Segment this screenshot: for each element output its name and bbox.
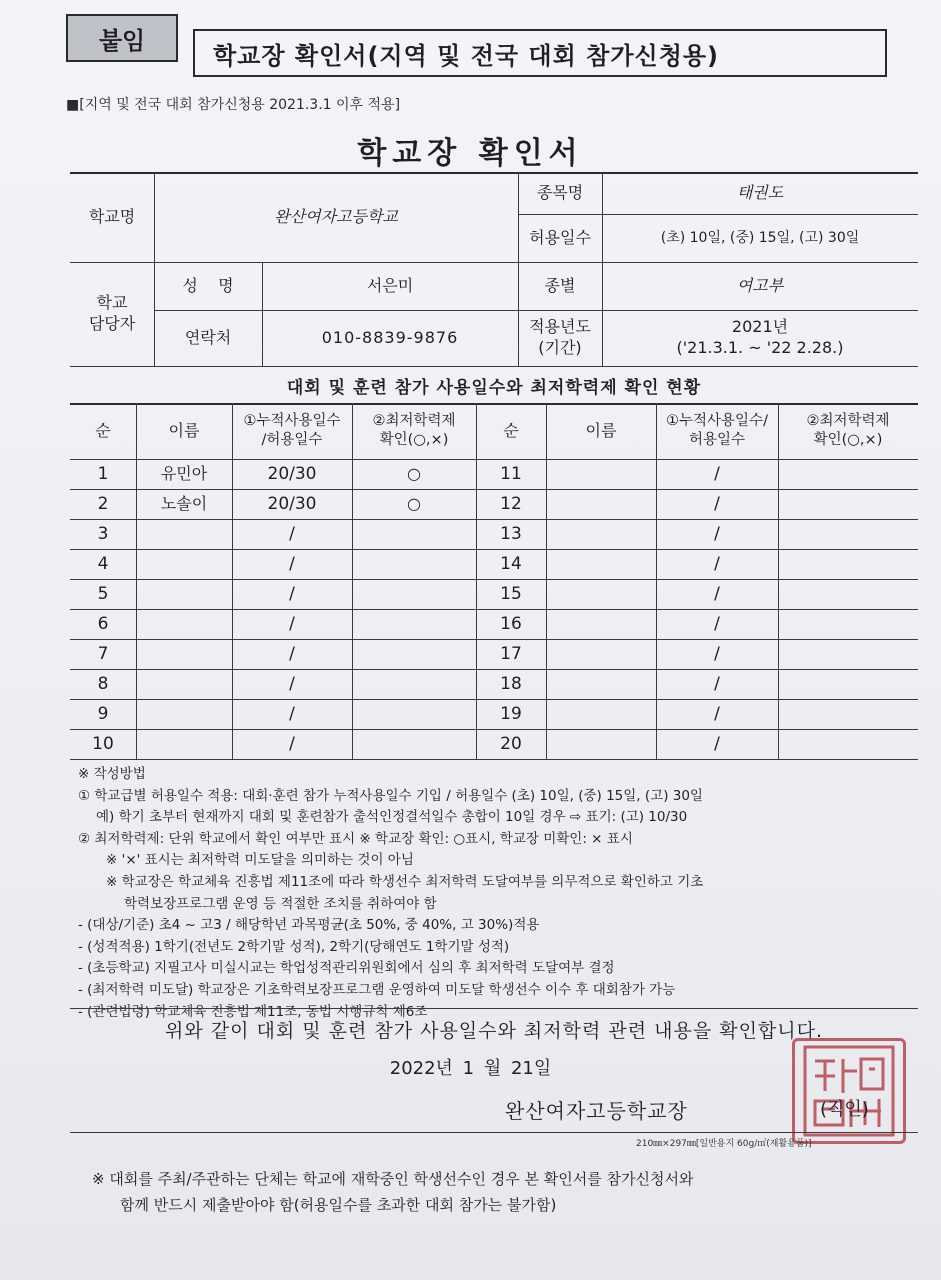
table-cell-r-name	[546, 699, 656, 729]
table-cell-r-days: /	[714, 493, 720, 514]
table-cell-r-ok	[778, 579, 918, 609]
table-cell-l-name	[136, 519, 232, 549]
table-cell-l-name	[136, 549, 232, 579]
table-cell-r-name	[546, 459, 656, 489]
table-cell-r-no: 11	[500, 463, 522, 484]
table-cell-l-no: 7	[97, 643, 109, 664]
table-cell-l-no: 3	[97, 523, 109, 544]
table-cell-l-no: 8	[97, 673, 109, 694]
table-cell-l-no: 1	[97, 463, 109, 484]
instruction-line: - (초등학교) 지필고사 미실시교는 학업성적관리위원회에서 심의 후 최저학력 도달여부 결정	[78, 960, 615, 977]
instruction-line: 예) 학기 초부터 현재까지 대회 및 훈련참가 출석인정결석일수 총합이 10일 경우 ⇨ 표기: (고) 10/30	[96, 809, 688, 826]
instruction-line: ※ '×' 표시는 최저학력 미도달을 의미하는 것이 아님	[106, 852, 414, 869]
table-cell-l-no: 9	[97, 703, 109, 724]
table-cell-l-name: 유민아	[160, 463, 208, 483]
category-value: 여고부	[736, 275, 784, 295]
table-cell-r-ok	[778, 489, 918, 519]
table-cell-l-name	[136, 639, 232, 669]
table-cell-l-ok	[352, 699, 476, 729]
table-cell-r-no: 17	[500, 643, 522, 664]
col-header-name: 이름	[168, 420, 200, 440]
table-cell-l-no: 5	[97, 583, 109, 604]
table-cell-l-ok: ○	[407, 493, 421, 513]
table-cell-r-days: /	[714, 733, 720, 754]
col-header-academic: ②최저학력제 확인(○,×)	[372, 413, 456, 448]
instruction-line: ① 학교급별 허용일수 적용: 대회·훈련 참가 누적사용일수 기입 / 허용일수 (초) 10일, (중) 15일, (고) 30일	[78, 787, 703, 804]
seal-pattern-icon	[795, 1041, 903, 1141]
table-cell-r-days: /	[714, 673, 720, 694]
footer-note	[92, 1166, 892, 1218]
table-cell-l-ok	[352, 549, 476, 579]
table-cell-l-name	[136, 699, 232, 729]
table-cell-r-ok	[778, 519, 918, 549]
col-header-no-right: 순	[503, 420, 519, 440]
instructions-bottom-line	[70, 1008, 918, 1009]
year-value: 2021년	[731, 317, 789, 337]
col-header-days: ①누적사용일수 /허용일수	[243, 413, 341, 448]
table-cell-l-ok	[352, 579, 476, 609]
name-value: 서은미	[366, 275, 414, 295]
table-cell-r-no: 12	[500, 493, 522, 514]
table-cell-r-no: 20	[500, 733, 522, 754]
table-cell-l-ok	[352, 669, 476, 699]
table-cell-r-ok	[778, 669, 918, 699]
table-cell-l-name	[136, 609, 232, 639]
table-cell-l-days: 20/30	[267, 493, 317, 514]
document-heading: 학교장 확인서(지역 및 전국 대회 참가신청용)	[193, 29, 887, 77]
table-cell-r-ok	[778, 699, 918, 729]
instruction-line: - (최저학력 미도달) 학교장은 기초학력보장프로그램 운영하여 미도달 학생선수 이수 후 대회참가 가능	[78, 981, 676, 998]
table-cell-l-days: /	[289, 643, 295, 664]
name-label: 성 명	[182, 275, 234, 295]
instructions-heading: ※ 작성방법	[78, 766, 146, 782]
footer-line: ※ 대회를 주최/주관하는 단체는 학교에 재학중인 학생선수인 경우 본 확인서를 참가신청서와	[92, 1170, 694, 1188]
table-cell-r-no: 16	[500, 613, 522, 634]
table-cell-r-ok	[778, 639, 918, 669]
official-seal-icon	[792, 1038, 906, 1144]
table-cell-l-days: /	[289, 583, 295, 604]
table-cell-r-days: /	[714, 613, 720, 634]
table-cell-l-no: 4	[97, 553, 109, 574]
allowed-label: 허용일수	[529, 227, 591, 247]
col-header-days-right: ①누적사용일수/ 허용일수	[666, 413, 768, 448]
table-cell-r-ok	[778, 609, 918, 639]
contact-label: 학교 담당자	[88, 293, 136, 333]
principal-name: 완산여자고등학교장	[505, 1099, 688, 1123]
table-cell-l-no: 10	[92, 733, 114, 754]
table-cell-l-no: 2	[97, 493, 109, 514]
instruction-line: ② 최저학력제: 단위 학교에서 확인 여부만 표시 ※ 학교장 확인: ○표시, 학교장 미확인: × 표시	[78, 830, 633, 847]
table-cell-r-days: /	[714, 643, 720, 664]
instruction-line: - (성적적용) 1학기(전년도 2학기말 성적), 2학기(당해연도 1학기말 성적)	[78, 938, 510, 955]
table-cell-r-ok	[778, 729, 918, 759]
instruction-line: 학력보장프로그램 운영 등 적절한 조치를 취하여야 함	[124, 895, 437, 912]
table-cell-r-days: /	[714, 703, 720, 724]
table-cell-r-name	[546, 609, 656, 639]
sport-label: 종목명	[536, 182, 584, 202]
table-cell-r-name	[546, 639, 656, 669]
table-cell-l-days: 20/30	[267, 463, 317, 484]
table-cell-l-name: 노솔이	[160, 493, 208, 513]
table-cell-r-no: 13	[500, 523, 522, 544]
table-cell-r-days: /	[714, 463, 720, 484]
apply-note: ■[지역 및 전국 대회 참가신청용 2021.3.1 이후 적용]	[66, 97, 401, 113]
table-cell-l-name	[136, 669, 232, 699]
table-cell-r-no: 15	[500, 583, 522, 604]
instructions	[78, 764, 918, 1023]
table-cell-r-no: 18	[500, 673, 522, 694]
table-cell-l-ok	[352, 519, 476, 549]
table-cell-r-days: /	[714, 583, 720, 604]
table-cell-r-ok	[778, 549, 918, 579]
period-value: ('21.3.1. ~ '22 2.28.)	[676, 338, 844, 357]
table-cell-r-days: /	[714, 523, 720, 544]
table-cell-r-name	[546, 489, 656, 519]
paper-spec: 210㎜×297㎜[일반용지 60g/㎡(재활용품)]	[636, 1139, 812, 1149]
table-cell-l-no: 6	[97, 613, 109, 634]
table-cell-l-days: /	[289, 553, 295, 574]
instruction-line: - (대상/기준) 초4 ~ 고3 / 해당학년 과목평균(초 50%, 중 40%, 고 30%)적용	[78, 917, 540, 934]
table-cell-l-ok: ○	[407, 463, 421, 483]
attachment-badge: 붙임	[66, 14, 178, 62]
col-header-academic-right: ②최저학력제 확인(○,×)	[806, 413, 890, 448]
table-cell-l-days: /	[289, 523, 295, 544]
instruction-line: - (관련법령) 학교체육 진흥법 제11조, 동법 시행규칙 제6조	[78, 1003, 428, 1020]
table-cell-r-name	[546, 579, 656, 609]
school-label: 학교명	[88, 206, 136, 226]
table-cell-l-ok	[352, 639, 476, 669]
instruction-line: ※ 학교장은 학교체육 진흥법 제11조에 따라 학생선수 최저학력 도달여부를 의무적으로 확인하고 기초	[106, 873, 704, 890]
table-cell-l-ok	[352, 609, 476, 639]
issue-date: 2022년 1 월 21일	[389, 1058, 552, 1079]
table-cell-r-days: /	[714, 553, 720, 574]
table-cell-r-name	[546, 669, 656, 699]
phone-value: 010-8839-9876	[321, 327, 459, 347]
table-cell-l-ok	[352, 729, 476, 759]
main-title: 학교장 확인서	[357, 136, 584, 171]
confirmation-text: 위와 같이 대회 및 훈련 참가 사용일수와 최저학력 관련 내용을 확인합니다.	[164, 1020, 824, 1042]
table-cell-l-name	[136, 579, 232, 609]
allowed-value: (초) 10일, (중) 15일, (고) 30일	[660, 229, 860, 246]
year-cell	[602, 310, 918, 366]
seal-label: (직인)	[820, 1099, 869, 1120]
table-cell-r-name	[546, 729, 656, 759]
col-header-no: 순	[95, 420, 111, 440]
sport-value: 태권도	[736, 182, 784, 202]
table-cell-l-days: /	[289, 733, 295, 754]
table-cell-r-name	[546, 549, 656, 579]
table-cell-r-name	[546, 519, 656, 549]
table-cell-r-no: 14	[500, 553, 522, 574]
category-label: 종별	[544, 275, 576, 295]
col-header-name-right: 이름	[585, 420, 617, 440]
signature-line	[70, 1132, 918, 1133]
table-cell-l-days: /	[289, 613, 295, 634]
year-label: 적용년도 (기간)	[529, 317, 591, 357]
table-cell-l-name	[136, 729, 232, 759]
school-value: 완산여자고등학교	[274, 206, 398, 226]
table-cell-l-days: /	[289, 703, 295, 724]
status-heading: 대회 및 훈련 참가 사용일수와 최저학력제 확인 현황	[286, 378, 702, 398]
table-cell-l-days: /	[289, 673, 295, 694]
table-cell-r-no: 19	[500, 703, 522, 724]
phone-label: 연락처	[184, 327, 232, 347]
footer-line: 함께 반드시 제출받아야 함(허용일수를 초과한 대회 참가는 불가함)	[120, 1196, 557, 1214]
table-cell-r-ok	[778, 459, 918, 489]
